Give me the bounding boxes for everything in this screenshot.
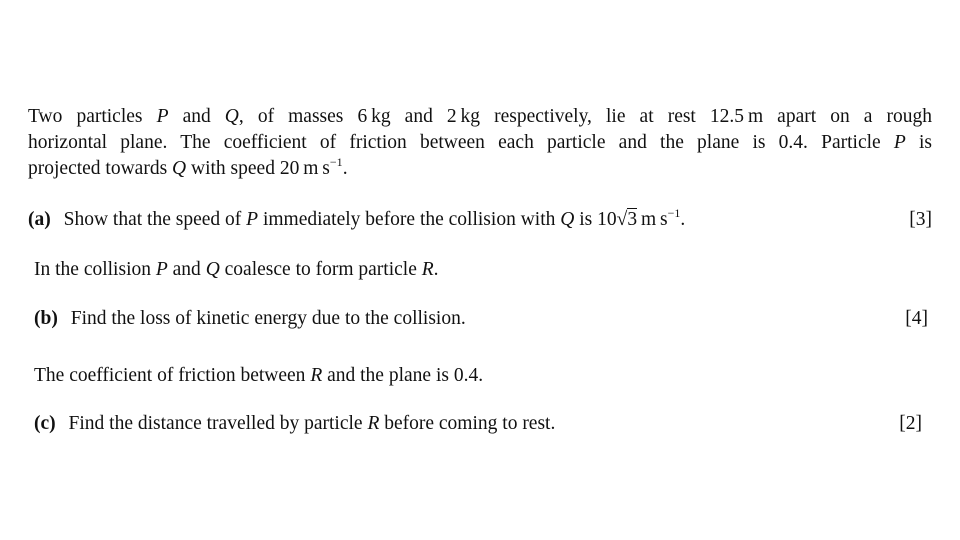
part-c bbox=[34, 411, 922, 437]
unit-exponent: −1 bbox=[329, 155, 343, 169]
sqrt-radicand: 3 bbox=[627, 209, 638, 230]
part-b bbox=[34, 306, 928, 332]
var-q: Q bbox=[224, 106, 239, 127]
var-r: R bbox=[367, 413, 380, 434]
intro-line-1: Two particles P and Q, of masses 6 kg and 2 kg respectively, lie at rest 12.5 m apart on a rough bbox=[28, 106, 933, 127]
var-r: R bbox=[310, 365, 323, 386]
var-p: P bbox=[156, 106, 169, 127]
question-intro bbox=[28, 104, 932, 182]
var-p: P bbox=[246, 209, 259, 230]
collision-statement: In the collision P and Q coalesce to form particle R. bbox=[34, 259, 439, 280]
unit-exponent: −1 bbox=[667, 206, 681, 220]
part-a-text: Show that the speed of P immediately before the collision with Q is 10√3 m $s^{-1}$. bbox=[63, 206, 686, 230]
intro-line-2: horizontal plane. The coefficient of friction between each particle and the plane is 0.4. Particle P is bbox=[28, 132, 932, 153]
part-a bbox=[28, 207, 932, 233]
part-a-marks: [3] bbox=[909, 209, 932, 230]
var-r: R bbox=[421, 259, 434, 280]
var-p: P bbox=[155, 259, 168, 280]
part-c-marks: [2] bbox=[899, 413, 922, 434]
part-b-marks: [4] bbox=[905, 308, 928, 329]
part-c-text: Find the distance travelled by particle R before coming to rest. bbox=[68, 413, 556, 434]
var-q: Q bbox=[205, 259, 220, 280]
part-a-label: (a) bbox=[28, 209, 51, 230]
var-q: Q bbox=[172, 158, 187, 179]
part-b-text: Find the loss of kinetic energy due to the collision. bbox=[70, 308, 466, 329]
var-q: Q bbox=[560, 209, 575, 230]
part-c-label: (c) bbox=[34, 413, 56, 434]
friction-statement: The coefficient of friction between R and the plane is 0.4. bbox=[34, 365, 484, 386]
var-p: P bbox=[893, 132, 906, 153]
intro-line-3: projected towards Q with speed 20 m $s^{-1}$. bbox=[28, 155, 348, 179]
part-b-label: (b) bbox=[34, 308, 58, 329]
